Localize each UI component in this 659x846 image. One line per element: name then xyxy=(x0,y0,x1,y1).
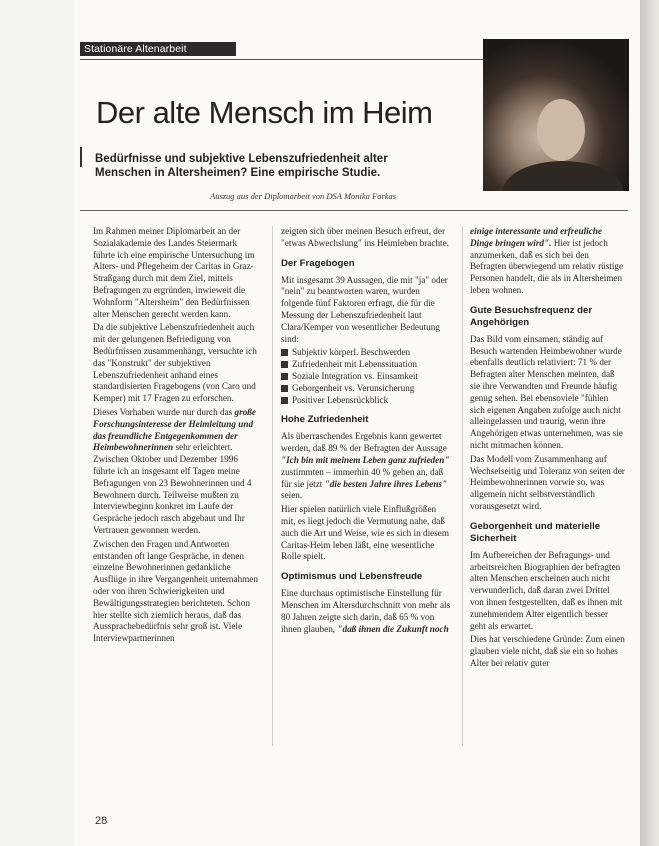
emphasis-text: große Forschungsinteresse der Heimleitung und das freundliche Entgegenkommen der Heimbewohnerinnen xyxy=(93,406,256,453)
paragraph-text: Als überraschendes Ergebnis kann gewertet werden, daß 89 % der Befragten der Aussage xyxy=(281,431,447,454)
list-item: Soziale Integration vs. Einsamkeit xyxy=(281,371,451,383)
paragraph-text: seien. xyxy=(281,490,303,501)
page-number: 28 xyxy=(95,815,108,827)
portrait-shoulders xyxy=(503,161,623,191)
paragraph: Im Aufbereichen der Befragungs- und arbeitsreichen Biographien der befragten alten Menschen erscheinen auch nicht verwunderlich, daß daran zwei Drittel von ihnen festgestellten, daß es ihnen mit zunehmendem Alter eigentlich besser geht als erwartet. xyxy=(470,549,623,631)
subheading: Der Fragebogen xyxy=(281,257,355,269)
emphasis-text: "daß ihnen die Zukunft noch xyxy=(337,623,449,634)
list-item: Geborgenheit vs. Verunsicherung xyxy=(281,383,451,395)
paragraph: Im Rahmen meiner Diplomarbeit an der Sozialakademie des Landes Steiermark führte ich eine empirische Untersuchung im Alters- und Pflegeheim der Caritas in Graz-Straßgang durch mit dem Ziel, mittels Befragungen zu ergründen, inwieweit die Wohnform "Altersheim" den Bedürfnissen alter Menschen gerecht werden kann. xyxy=(93,226,255,319)
paragraph xyxy=(281,431,451,502)
emphasis-text: "Ich bin mit meinem Leben ganz zufrieden" xyxy=(281,454,450,465)
column-divider xyxy=(462,226,463,746)
top-rule xyxy=(80,59,520,60)
paragraph xyxy=(470,226,625,297)
paragraph-text: Dieses Vorhaben wurde nur durch das xyxy=(93,406,235,417)
article-title: Der alte Mensch im Heim xyxy=(96,95,433,130)
emphasis-text: einige interessante und erfreuliche Dinge bringen wird". xyxy=(470,226,602,248)
paragraph: Das Bild vom einsamen, ständig auf Besuch wartenden Heimbewohner wurde ebenfalls deutlich relativiert: 71 % der Befragten alter Menschen meinten, daß sie ihre Verwandten und Freunde häufig genug sehen. Bei ebensoviele "fühlen sich eigenen Angaben zufolge auch nicht alleingelassen und traurig, wenn ihre Angehörigen etwas unternehmen, was sie nicht mitmachen können. xyxy=(470,333,623,450)
lead-marker xyxy=(80,147,82,167)
subheading: Gute Besuchsfrequenz der Angehörigen xyxy=(470,304,593,328)
author-portrait xyxy=(483,39,629,191)
paragraph: Zwischen den Fragen und Antworten entstanden oft lange Gespräche, in denen einzelne Bewohnerinnen gedankliche Ausflüge in ihre Vergangenheit unternahmen oder von ihren Schwierigkeiten und Bewältigungsstrategien berichteten. Schon hier stellte sich ziemlich heraus, daß das Aussprachebedürfnis sehr groß ist. Viele Interviewpartnerinnen xyxy=(93,538,258,644)
paragraph-text: Eine durchaus optimistische Einstellung für Menschen im Altersdurchschnitt von mehr als 80 Jahren zeigte sich darin, daß 65 % von ihnen glauben, xyxy=(281,588,451,634)
list-item: Positiver Lebensrückblick xyxy=(281,395,451,407)
paragraph xyxy=(93,407,260,537)
paragraph: Das Modell vom Zusammenhang auf Wechselseitig und Toleranz von seiten der Heimbewohnerinnen vorwie so, was allgemein nicht selbstverständlich vorausgesetzt wird. xyxy=(470,453,625,511)
list-item: Subjektiv körperl. Beschwerden xyxy=(281,347,451,359)
text-column-1 xyxy=(93,226,260,647)
paragraph: zeigten sich über meinen Besuch erfreut, der "etwas Abwechslung" ins Heimleben brachte. xyxy=(281,226,449,248)
paragraph xyxy=(281,588,451,635)
paragraph: Mit insgesamt 39 Aussagen, die mit "ja" oder "nein" zu beantworten waren, wurden folgende fünf Faktoren erfragt, die für die Messung der Lebenszufriedenheit laut Clara/Kemper von wesentlicher Bedeutung sind: xyxy=(281,274,448,344)
paragraph-text: sehr erleichtert. Zwischen Oktober und Dezember 1996 führte ich an insgesamt elf Tagen meine Befragungen von 23 Bewohnerinnen und 4 Bewohnern durch. Teilweise mußten zu Interviewbeginn konkret im Laufe der Gespräche jedoch rasch abgebaut und Ihr Vertrauen gewonnen werden. xyxy=(93,442,252,535)
column-divider xyxy=(272,226,273,746)
article-lead: Bedürfnisse und subjektive Lebenszufriedenheit alter Menschen in Altersheimen? Eine empirische Studie. xyxy=(95,153,388,179)
subheading: Hohe Zufriedenheit xyxy=(281,414,369,426)
section-label: Stationäre Altenarbeit xyxy=(80,42,236,56)
byline-rule xyxy=(80,210,628,211)
factor-list xyxy=(281,347,451,406)
portrait-face xyxy=(537,99,585,161)
paragraph-text: Hier ist jedoch anzumerken, daß es sich bei den Befragten überwiegend um relativ rüstige Personen handelt, die als in Altersheimen leben wohnen. xyxy=(470,237,624,295)
page-gutter xyxy=(0,0,74,846)
list-item: Zufriedenheit mit Lebenssituation xyxy=(281,359,451,371)
emphasis-text: "die besten Jahre ihres Lebens" xyxy=(324,478,448,489)
text-column-2 xyxy=(281,226,451,637)
paragraph: Dies hat verschiedene Gründe: Zum einen glauben viele nicht, daß sie ein so hohes Alter bei relativ guter xyxy=(470,634,625,668)
subheading: Geborgenheit und materielle Sicherheit xyxy=(470,520,601,544)
page-edge-shadow xyxy=(640,0,659,846)
paragraph: Da die subjektive Lebenszufriedenheit auch mit der gelungenen Befriedigung von Bedürfnissen zusammenhängt, versuchte ich das "Konstrukt" der subjektiven Lebenszufriedenheit anhand eines standardisierten Fragebogens (von Caro und Kemper) mit 17 Fragen zu erforschen. xyxy=(93,322,257,404)
article-byline: Auszug aus der Diplomarbeit von DSA Monika Farkas xyxy=(210,191,397,201)
text-column-3 xyxy=(470,226,625,672)
paragraph: Hier spielen natürlich viele Einflußgrößen mit, es liegt jedoch die Vermutung nahe, daß auch die Art und Weise, wie es sich in diesem Caritas-Heim leben läßt, eine wesentliche Rolle spielt. xyxy=(281,504,449,562)
paragraph-text: zustimmten – immerhin 40 % geben an, daß für sie jetzt xyxy=(281,466,444,489)
subheading: Optimismus und Lebensfreude xyxy=(281,571,423,583)
